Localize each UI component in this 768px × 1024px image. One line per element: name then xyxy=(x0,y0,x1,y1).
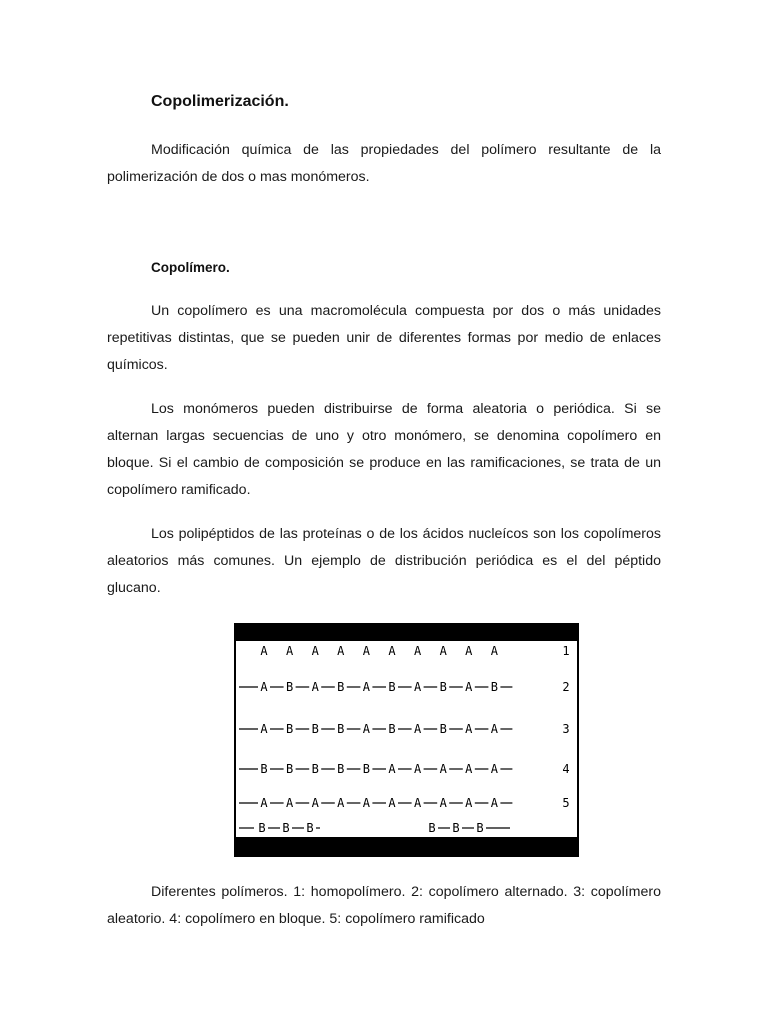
monomer-unit: A xyxy=(465,762,473,776)
section-title: Copolímero. xyxy=(151,260,230,275)
monomer-unit: A xyxy=(337,644,345,658)
row-number: 3 xyxy=(562,722,570,736)
monomer-unit: A xyxy=(439,796,447,810)
paragraph-definition: Un copolímero es una macromolécula compuesta por dos o más unidades repetitivas distintas, que se pueden unir de diferentes formas por medio de enlaces químicos. xyxy=(107,303,661,373)
monomer-unit: A xyxy=(413,644,422,658)
monomer-unit: B xyxy=(337,722,345,736)
monomer-unit: A xyxy=(311,796,319,810)
branch-monomer-unit: B xyxy=(452,821,460,835)
monomer-unit: B xyxy=(285,722,294,736)
monomer-unit: A xyxy=(388,762,396,776)
monomer-unit: A xyxy=(260,796,268,810)
paragraph-distribution: Los monómeros pueden distribuirse de forma aleatoria o periódica. Si se alternan largas secuencias de uno y otro monómero, se denomina copolímero en bloque. Si el cambio de composición se produce en las ramificaciones, se trata de un copolímero ramificado. xyxy=(107,401,661,498)
monomer-unit: A xyxy=(311,680,319,694)
monomer-unit: A xyxy=(413,680,422,694)
monomer-unit: A xyxy=(362,644,371,658)
row-number: 5 xyxy=(562,796,570,810)
monomer-unit: A xyxy=(490,722,499,736)
monomer-unit: A xyxy=(260,722,268,736)
monomer-unit: B xyxy=(337,762,345,776)
document-title: Copolimerización. xyxy=(151,93,289,110)
monomer-unit: B xyxy=(439,680,447,694)
monomer-unit: A xyxy=(465,680,473,694)
monomer-unit: B xyxy=(311,762,319,776)
monomer-unit: B xyxy=(388,722,396,736)
monomer-unit: B xyxy=(285,680,294,694)
branch-monomer-unit: B xyxy=(476,821,484,835)
polymer-types-figure xyxy=(234,623,579,857)
monomer-unit: B xyxy=(311,722,319,736)
monomer-unit: A xyxy=(337,796,345,810)
branch-monomer-unit: B xyxy=(306,821,314,835)
monomer-unit: A xyxy=(490,644,499,658)
polymer-chains-diagram xyxy=(236,641,577,837)
monomer-unit: B xyxy=(439,722,447,736)
monomer-unit: A xyxy=(465,722,473,736)
monomer-unit: A xyxy=(388,644,396,658)
monomer-unit: B xyxy=(337,680,345,694)
monomer-unit: A xyxy=(362,722,371,736)
monomer-unit: A xyxy=(285,644,294,658)
monomer-unit: B xyxy=(388,680,396,694)
monomer-unit: A xyxy=(413,796,422,810)
monomer-unit: A xyxy=(439,644,447,658)
monomer-unit: A xyxy=(362,680,371,694)
branch-monomer-unit: B xyxy=(428,821,436,835)
figure-caption: Diferentes polímeros. 1: homopolímero. 2: copolímero alternado. 3: copolímero aleatorio. 4: copolímero en bloque. 5: copolímero ramificado xyxy=(107,884,661,927)
monomer-unit: A xyxy=(388,796,396,810)
paragraph-examples: Los polipéptidos de las proteínas o de los ácidos nucleícos son los copolímeros aleatorios más comunes. Un ejemplo de distribución periódica es el del péptido glucano. xyxy=(107,526,661,596)
monomer-unit: A xyxy=(490,796,499,810)
monomer-unit: B xyxy=(490,680,499,694)
branch-monomer-unit: B xyxy=(282,821,290,835)
row-number: 1 xyxy=(562,644,570,658)
monomer-unit: A xyxy=(260,644,268,658)
monomer-unit: A xyxy=(260,680,268,694)
monomer-unit: A xyxy=(465,644,473,658)
monomer-unit: A xyxy=(439,762,447,776)
monomer-unit: A xyxy=(490,762,499,776)
monomer-unit: A xyxy=(362,796,371,810)
monomer-unit: B xyxy=(362,762,371,776)
intro-paragraph: Modificación química de las propiedades del polímero resultante de la polimerización de dos o mas monómeros. xyxy=(107,142,661,185)
monomer-unit: A xyxy=(413,762,422,776)
branch-monomer-unit: B xyxy=(258,821,266,835)
row-number: 4 xyxy=(562,762,570,776)
figure-canvas xyxy=(236,641,577,837)
monomer-unit: A xyxy=(311,644,319,658)
monomer-unit: A xyxy=(285,796,294,810)
monomer-unit: B xyxy=(285,762,294,776)
monomer-unit: A xyxy=(413,722,422,736)
row-number: 2 xyxy=(562,680,570,694)
monomer-unit: B xyxy=(260,762,268,776)
monomer-unit: A xyxy=(465,796,473,810)
